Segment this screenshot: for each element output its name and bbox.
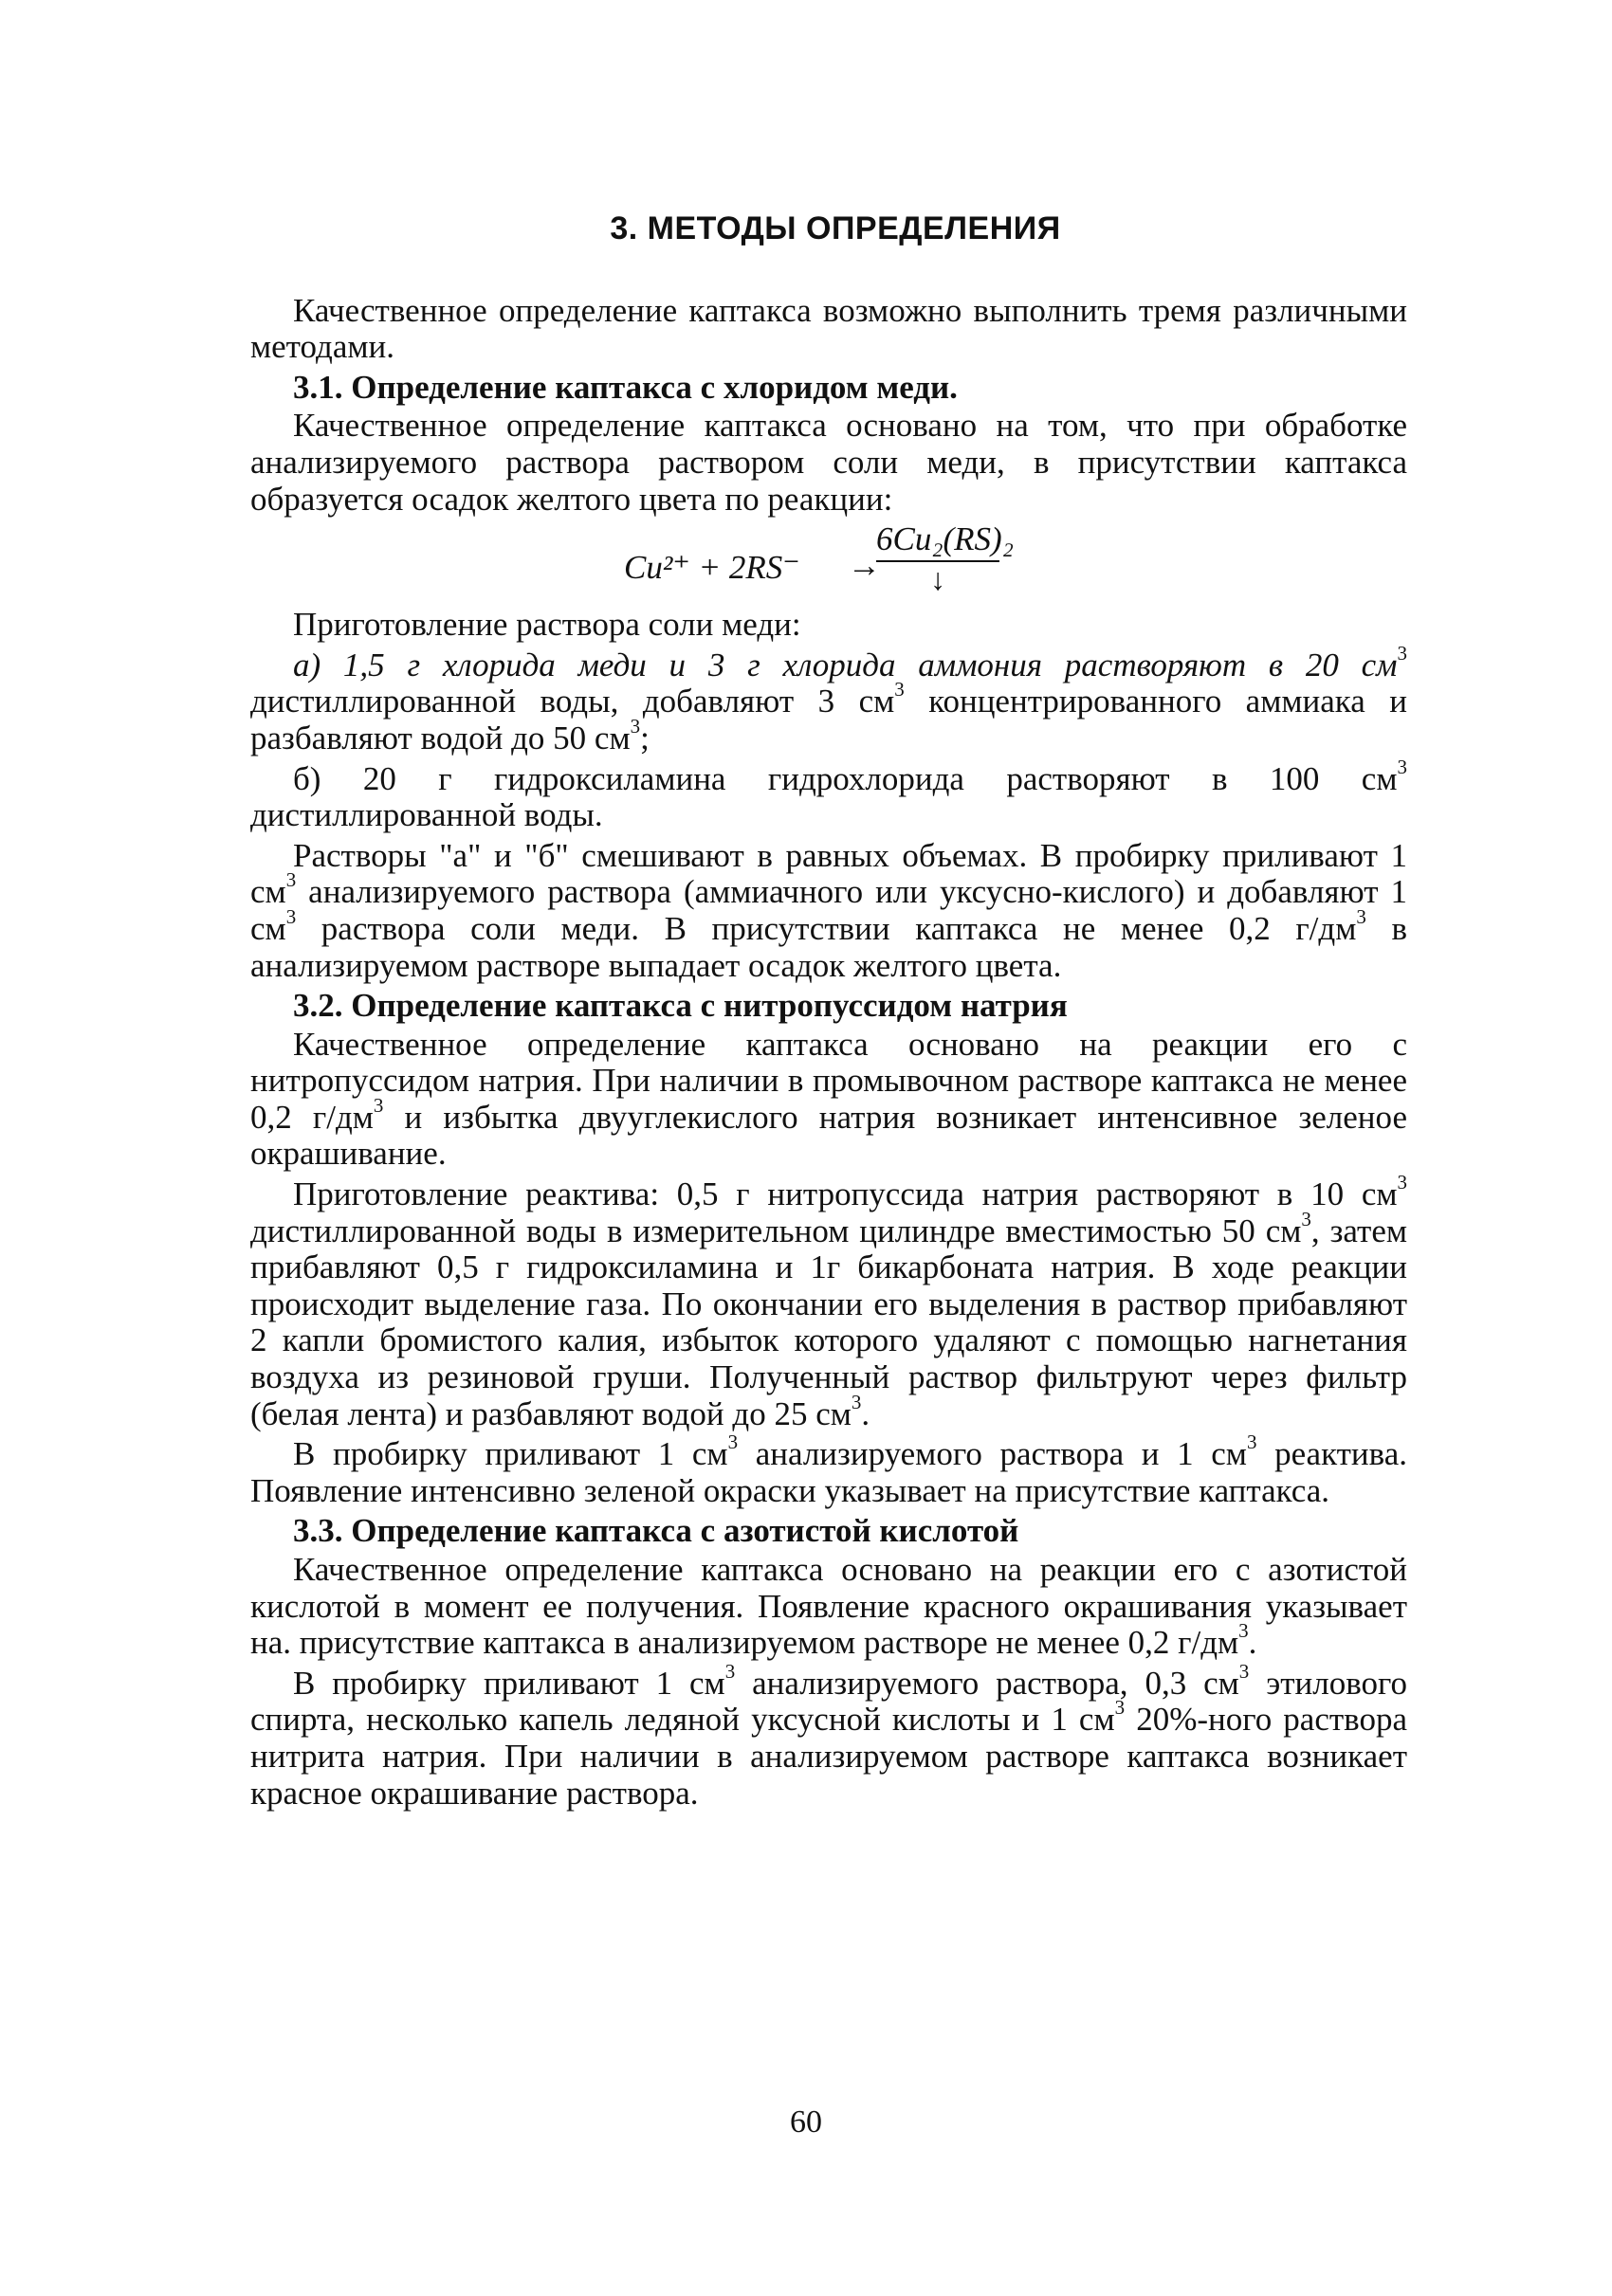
formula-arrow: →: [848, 547, 881, 585]
page-content: [250, 210, 1407, 1815]
mix-text: Растворы "а" и "б" смешивают в равных объемах. В пробирку приливают 1 см: [250, 836, 1407, 911]
prep-a-italic: а) 1,5 г хлорида меди и 3 г хлорида аммония растворяют в 20 см: [293, 646, 1398, 683]
superscript: 3: [1238, 1659, 1250, 1683]
reaction-formula: [250, 521, 1407, 603]
mix-text: анализируемого раствора (аммиачного или уксусно-кислого) и добавляют 1 см: [250, 873, 1407, 947]
paragraph-text: Качественное определение каптакса основано на реакции его с нитропуссидом натрия. При наличии в промывочном растворе каптакса не менее 0,2 г/дм: [250, 1025, 1407, 1136]
formula-product: 6Cu₂(RS)₂: [876, 521, 999, 562]
prep-a-text: концентрированного аммиака и разбавляют водой до 50 см: [250, 683, 1407, 756]
precipitate-arrow-icon: ↓: [930, 561, 945, 596]
paragraph-text: реактива. Появление интенсивно зеленой окраски указывает на присутствие каптакса.: [250, 1435, 1407, 1509]
paragraph-text: .: [861, 1394, 870, 1432]
formula-reactants: Cu²⁺ + 2RS⁻: [624, 549, 800, 587]
prep-b-text: дистиллированной воды.: [250, 796, 603, 834]
paragraph-text: анализируемого раствора, 0,3 см: [735, 1664, 1239, 1702]
mix-text: раствора соли меди. В присутствии каптакса не менее 0,2 г/дм: [296, 909, 1357, 947]
section-3-1-paragraph: Качественное определение каптакса основано на том, что при обработке анализируемого раствора раствором соли меди, в присутствии каптакса образуется осадок желтого цвета по реакции:: [250, 407, 1407, 518]
mix-paragraph: [250, 838, 1407, 984]
superscript: 3: [1397, 641, 1407, 665]
superscript: 3: [1397, 755, 1407, 778]
superscript: 3: [285, 905, 297, 929]
section-3-2-paragraph-2: [250, 1171, 1407, 1432]
superscript: 3: [851, 1390, 862, 1413]
paragraph-text: дистиллированной воды в измерительном цилиндре вместимостью 50 см: [250, 1212, 1302, 1249]
section-3-2-paragraph-3: [250, 1430, 1407, 1509]
superscript: 3: [1114, 1696, 1126, 1720]
paragraph-text: В пробирку приливают 1 см: [293, 1435, 728, 1473]
superscript: 3: [1301, 1207, 1311, 1230]
paragraph-text: Качественное определение каптакса основано на реакции его с азотистой кислотой в момент ее получения. Появление красного окрашивания указывает на. присутствие каптакса в анализируемом растворе не менее 0,2 г/дм: [250, 1551, 1407, 1662]
section-heading-3-1: 3.1. Определение каптакса с хлоридом меди.: [293, 368, 958, 406]
superscript: 3: [373, 1094, 384, 1118]
paragraph-text: этилового спирта, несколько капель ледяной уксусной кислоты и 1 см: [250, 1664, 1407, 1739]
paragraph-text: В пробирку приливают 1 см: [293, 1664, 725, 1702]
paragraph-text: и избытка двууглекислого натрия возникает интенсивное зеленое окрашивание.: [250, 1098, 1408, 1173]
superscript: 3: [894, 678, 905, 702]
mix-text: в анализируемом растворе выпадает осадок желтого цвета.: [250, 909, 1407, 984]
prep-a-text: дистиллированной воды, добавляют 3 см: [250, 683, 895, 720]
superscript: 3: [1238, 1619, 1249, 1643]
prep-item-b: [250, 755, 1407, 834]
section-heading-3-3: 3.3. Определение каптакса с азотистой кислотой: [293, 1512, 1019, 1550]
page-title: 3. МЕТОДЫ ОПРЕДЕЛЕНИЯ: [610, 210, 1061, 246]
page-number: 60: [790, 2105, 822, 2140]
section-3-2-paragraph-1: [250, 1027, 1407, 1173]
intro-paragraph: Качественное определение каптакса возможно выполнить тремя различными методами.: [250, 291, 1407, 366]
superscript: 3: [630, 715, 641, 738]
prep-b-text: б) 20 г гидроксиламина гидрохлорида растворяют в 100 см: [293, 759, 1398, 797]
prep-item-a: [250, 641, 1407, 757]
superscript: 3: [727, 1430, 739, 1454]
paragraph-text: Приготовление реактива: 0,5 г нитропуссида натрия растворяют в 10 см: [293, 1175, 1398, 1213]
superscript: 3: [724, 1659, 736, 1683]
superscript: 3: [1397, 1171, 1407, 1194]
paragraph-text: , затем прибавляют 0,5 г гидроксиламина и 1г бикарбоната натрия. В ходе реакции происходит выделение газа. По окончании его выделения в раствор прибавляют 2 капли бромистого калия, избыток которого удаляют с помощью нагнетания воздуха из резиновой груши. Полученный раствор фильтруют через фильтр (белая лента) и разбавляют водой до 25 см: [250, 1212, 1407, 1432]
superscript: 3: [285, 868, 297, 892]
paragraph-text: анализируемого раствора и 1 см: [738, 1435, 1247, 1473]
section-3-3-paragraph-2: [250, 1659, 1407, 1812]
superscript: 3: [1356, 905, 1366, 929]
section-3-3-paragraph-1: [250, 1552, 1407, 1662]
formula-product-block: [876, 520, 1014, 596]
superscript: 3: [1246, 1430, 1257, 1454]
prep-label: Приготовление раствора соли меди:: [293, 606, 801, 644]
paragraph-text: 20%-ного раствора нитрита натрия. При наличии в анализируемом растворе каптакса возникает красное окрашивание раствора.: [250, 1701, 1407, 1812]
section-heading-3-2: 3.2. Определение каптакса с нитропуссидом натрия: [293, 987, 1068, 1025]
paragraph-text: .: [1248, 1624, 1257, 1662]
prep-a-text: ;: [640, 719, 650, 756]
